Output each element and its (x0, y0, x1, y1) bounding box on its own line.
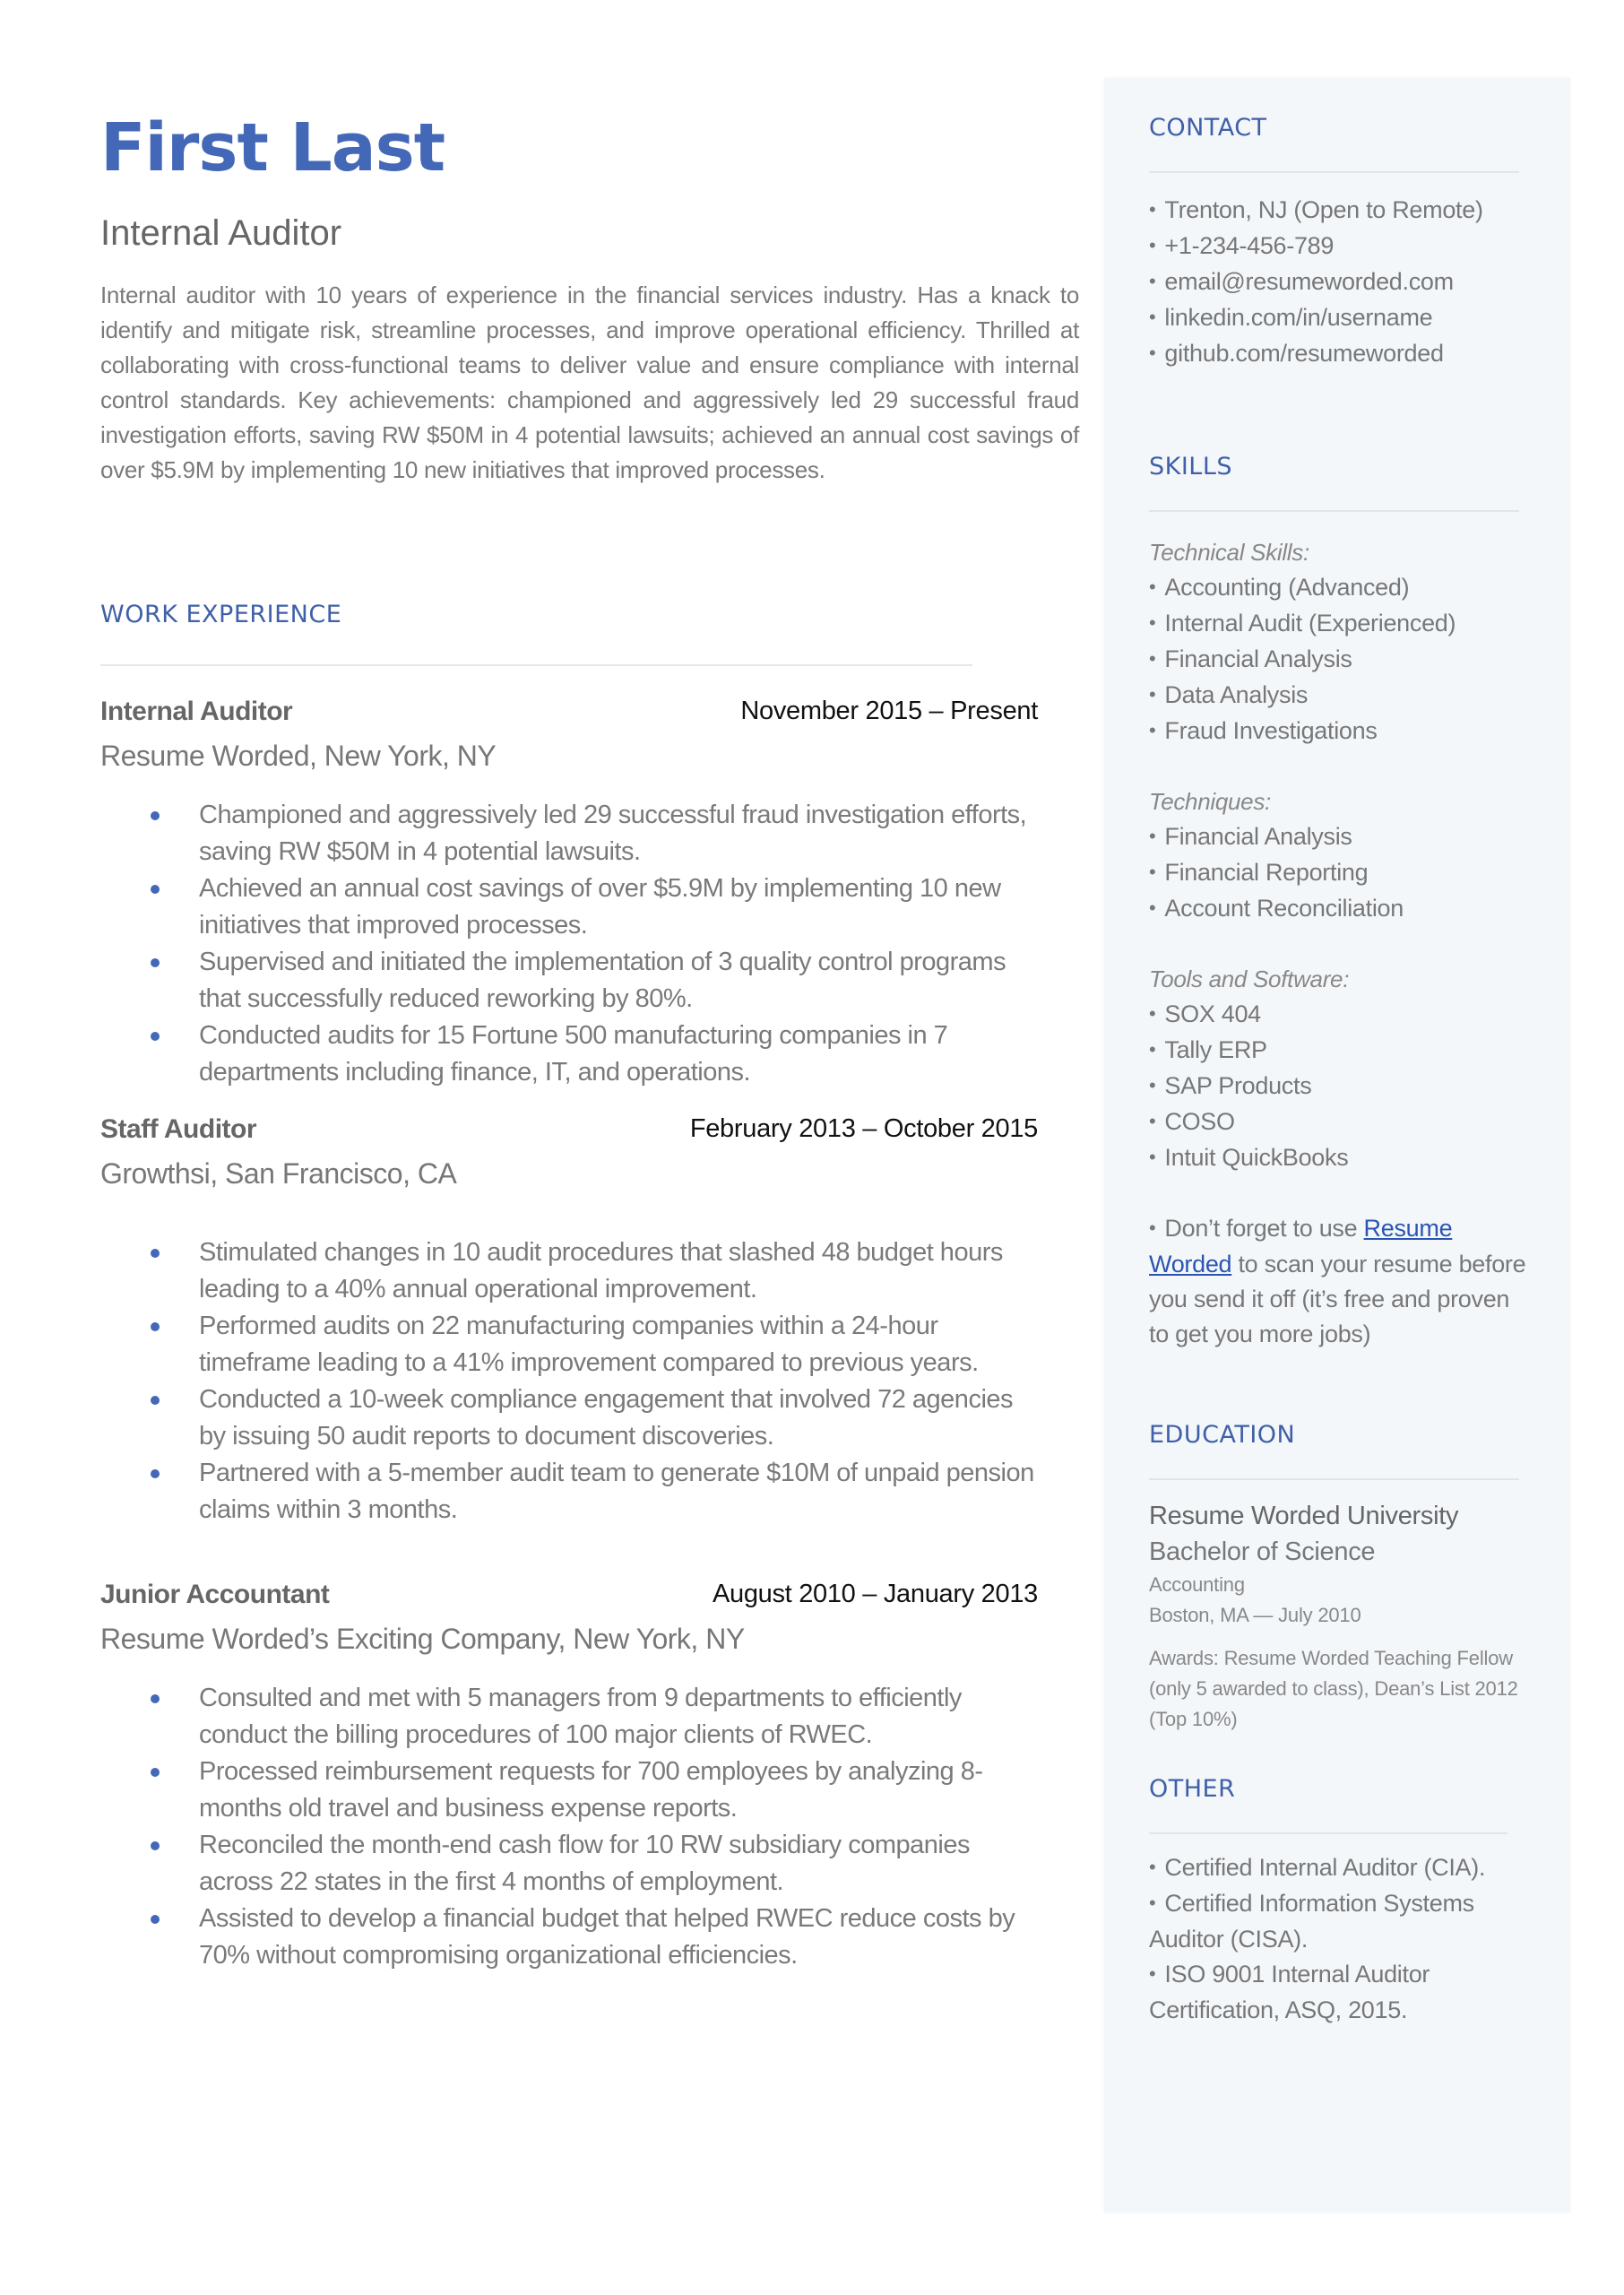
professional-summary: Internal auditor with 10 years of experience in the financial services industry. Has a knack to identify and mitigate risk, streamline processes, and improve operational efficiency. Thrilled at collaborating with cross-functional teams to deliver value and ensure compliance with internal control standards. Key achievements: championed and aggressively led 29 successful fraud investigation efforts, saving RW $50M in 4 potential lawsuits; achieved an annual cost savings of over $5.9M by implementing 10 new initiatives that improved processes. (100, 281, 1079, 483)
bullet-dot-icon: • (1149, 198, 1156, 221)
bullet-text: Processed reimbursement requests for 700 employees by analyzing 8-months old travel and business expense reports. (199, 1757, 983, 1823)
bullet-dot-icon: • (1149, 825, 1156, 848)
bullet-item (100, 1754, 1038, 1827)
contact-linkedin[interactable]: • linkedin.com/in/username (1149, 304, 1433, 332)
job-dates: August 2010 – January 2013 (712, 1580, 1038, 1608)
bullet-dot-icon (151, 1249, 160, 1258)
bullet-dot-icon: • (1149, 1038, 1156, 1061)
contact-phone[interactable]: • +1-234-456-789 (1149, 232, 1335, 260)
bullet-dot-icon: • (1149, 1217, 1156, 1240)
skill-item: • Financial Analysis (1149, 823, 1352, 851)
work-experience-heading: WORK EXPERIENCE (100, 601, 342, 628)
bullet-item (100, 1308, 1038, 1381)
bullet-dot-icon: • (1149, 270, 1156, 293)
field-of-study: Accounting (1149, 1573, 1245, 1597)
candidate-name: First Last (100, 109, 445, 186)
bullet-dot-icon: • (1149, 342, 1156, 365)
skill-item: • Intuit QuickBooks (1149, 1144, 1349, 1172)
skills-section (1149, 453, 1534, 1352)
bullet-item (100, 944, 1038, 1018)
contact-location: • Trenton, NJ (Open to Remote) (1149, 196, 1483, 224)
job-entry (100, 1114, 1038, 1529)
skill-group-label: Technical Skills: (1149, 539, 1309, 567)
bullet-dot-icon: • (1149, 1074, 1156, 1097)
skill-item: • SAP Products (1149, 1072, 1312, 1100)
bullet-item (100, 1680, 1038, 1754)
bullet-dot-icon: • (1149, 683, 1156, 706)
section-divider (1149, 1832, 1507, 1834)
bullet-item (100, 1234, 1038, 1308)
sidebar (1104, 78, 1570, 2213)
skill-item: • Data Analysis (1149, 681, 1309, 709)
other-section (1149, 1775, 1534, 2028)
bullet-item (100, 1018, 1038, 1091)
bullet-text: Partnered with a 5-member audit team to generate $10M of unpaid pension claims within 3 months. (199, 1459, 1034, 1524)
bullet-dot-icon (151, 1841, 160, 1850)
bullet-dot-icon (151, 1322, 160, 1331)
bullet-item (100, 1455, 1038, 1529)
bullet-dot-icon (151, 1469, 160, 1478)
bullet-text: Conducted a 10-week compliance engagement that involved 72 agencies by issuing 50 audit reports to document discoveries. (199, 1385, 1014, 1451)
section-divider (1149, 510, 1519, 512)
bullet-dot-icon (151, 1396, 160, 1405)
section-divider (100, 664, 972, 666)
skill-item: • SOX 404 (1149, 1000, 1261, 1028)
certification-item: • Certified Information Systems Auditor (CISA). (1149, 1890, 1474, 1953)
bullet-text: Supervised and initiated the implementation of 3 quality control programs that successfully reduced reworking by 80%. (199, 948, 1006, 1013)
job-entry (100, 1580, 1038, 1974)
skill-group-label: Tools and Software: (1149, 966, 1350, 993)
skill-item: • Tally ERP (1149, 1036, 1267, 1064)
skill-item: • Internal Audit (Experienced) (1149, 610, 1456, 637)
skill-item: • Fraud Investigations (1149, 717, 1378, 745)
bullet-dot-icon (151, 1032, 160, 1041)
job-entry (100, 697, 1038, 1091)
contact-email[interactable]: • email@resumeworded.com (1149, 268, 1454, 296)
resume-worded-tip: • Don’t forget to use Resume Worded to scan your resume before you send it off (it’s free and proven to get you more jobs) (1149, 1215, 1526, 1348)
bullet-dot-icon (151, 1694, 160, 1703)
bullet-dot-icon: • (1149, 576, 1156, 599)
bullet-item (100, 870, 1038, 944)
bullet-dot-icon (151, 811, 160, 820)
bullet-text: Conducted audits for 15 Fortune 500 manufacturing companies in 7 departments including finance, IT, and operations. (199, 1021, 948, 1087)
skills-heading: SKILLS (1149, 453, 1233, 481)
contact-github[interactable]: • github.com/resumeworded (1149, 340, 1444, 368)
bullet-dot-icon: • (1149, 234, 1156, 257)
bullet-dot-icon: • (1149, 719, 1156, 742)
job-bullets (100, 1234, 1038, 1529)
other-heading: OTHER (1149, 1775, 1236, 1803)
job-title: Internal Auditor (100, 697, 293, 726)
bullet-dot-icon (151, 958, 160, 967)
bullet-dot-icon (151, 885, 160, 894)
resume-worded-link[interactable]: Resume Worded (1149, 1215, 1453, 1278)
bullet-dot-icon: • (1149, 1892, 1156, 1915)
job-company: Resume Worded’s Exciting Company, New York, NY (100, 1623, 745, 1655)
bullet-dot-icon: • (1149, 1962, 1156, 1986)
section-divider (1149, 1478, 1519, 1480)
job-company: Resume Worded, New York, NY (100, 740, 497, 772)
skill-item: • Accounting (Advanced) (1149, 574, 1410, 602)
bullet-item (100, 1381, 1038, 1455)
skill-group-tools (1149, 962, 1534, 1176)
skill-item: • COSO (1149, 1108, 1235, 1136)
degree: Bachelor of Science (1149, 1537, 1376, 1567)
bullet-dot-icon: • (1149, 896, 1156, 920)
bullet-dot-icon (151, 1915, 160, 1924)
job-title: Staff Auditor (100, 1114, 257, 1144)
bullet-text: Championed and aggressively led 29 successful fraud investigation efforts, saving RW $50M in 4 potential lawsuits. (199, 801, 1027, 866)
section-divider (1149, 171, 1519, 173)
bullet-text: Consulted and met with 5 managers from 9 departments to efficiently conduct the billing procedures of 100 major clients of RWEC. (199, 1684, 962, 1749)
bullet-text: Assisted to develop a financial budget that helped RWEC reduce costs by 70% without compromising organizational efficiencies. (199, 1904, 1015, 1970)
skill-item: • Financial Reporting (1149, 859, 1369, 887)
bullet-dot-icon: • (1149, 611, 1156, 635)
job-company: Growthsi, San Francisco, CA (100, 1157, 457, 1190)
education-heading: EDUCATION (1149, 1421, 1296, 1449)
certifications-list (1149, 1850, 1534, 2028)
bullet-dot-icon: • (1149, 861, 1156, 884)
bullet-dot-icon: • (1149, 1146, 1156, 1169)
skill-group-techniques (1149, 784, 1534, 927)
bullet-text: Reconciled the month-end cash flow for 10 RW subsidiary companies across 22 states in the first 4 months of employment. (199, 1831, 970, 1896)
bullet-dot-icon (151, 1768, 160, 1777)
bullet-text: Stimulated changes in 10 audit procedures that slashed 48 budget hours leading to a 40% annual operational improvement. (199, 1238, 1003, 1303)
job-title: Junior Accountant (100, 1580, 330, 1609)
job-bullets (100, 1680, 1038, 1974)
skill-group-label: Techniques: (1149, 788, 1271, 816)
skill-group-technical (1149, 535, 1534, 749)
certification-item: • ISO 9001 Internal Auditor Certification, ASQ, 2015. (1149, 1961, 1430, 2024)
contact-list (1149, 193, 1534, 372)
certification-item: • Certified Internal Auditor (CIA). (1149, 1854, 1486, 1882)
education-location-date: Boston, MA — July 2010 (1149, 1604, 1361, 1627)
bullet-dot-icon: • (1149, 306, 1156, 329)
skill-item: • Account Reconciliation (1149, 895, 1404, 922)
bullet-dot-icon: • (1149, 647, 1156, 671)
bullet-item (100, 1827, 1038, 1901)
bullet-text: Performed audits on 22 manufacturing companies within a 24-hour timeframe leading to a 41% improvement compared to previous years. (199, 1312, 979, 1377)
education-section (1149, 1421, 1534, 1735)
bullet-dot-icon: • (1149, 1002, 1156, 1026)
contact-section (1149, 114, 1534, 372)
bullet-text: Achieved an annual cost savings of over $5.9M by implementing 10 new initiatives that improved processes. (199, 874, 1001, 940)
job-dates: November 2015 – Present (740, 697, 1038, 725)
job-dates: February 2013 – October 2015 (689, 1114, 1038, 1143)
bullet-item (100, 797, 1038, 870)
bullet-dot-icon: • (1149, 1110, 1156, 1133)
school-name: Resume Worded University (1149, 1502, 1459, 1531)
skill-item: • Financial Analysis (1149, 645, 1352, 673)
bullet-item (100, 1901, 1038, 1974)
job-bullets (100, 797, 1038, 1091)
education-awards: Awards: Resume Worded Teaching Fellow (only 5 awarded to class), Dean’s List 2012 (Top 10%) (1149, 1647, 1518, 1731)
contact-heading: CONTACT (1149, 114, 1267, 142)
job-title-heading: Internal Auditor (100, 213, 342, 253)
bullet-dot-icon: • (1149, 1856, 1156, 1879)
